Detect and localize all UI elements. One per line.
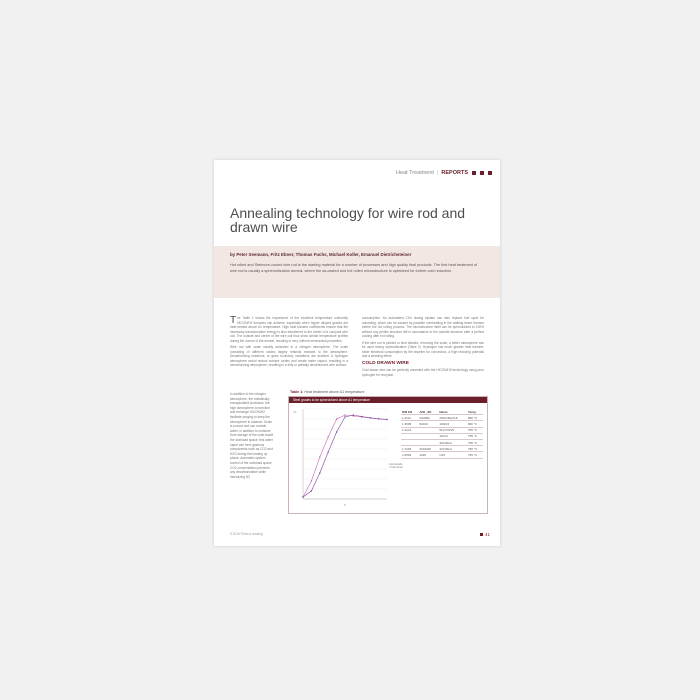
table-caption-label: Table 1: [290, 390, 304, 394]
square-icon [472, 171, 476, 175]
table-header-cell: Name [438, 409, 467, 415]
data-point [361, 416, 362, 417]
magazine-page [214, 160, 500, 546]
paragraph: consumption. An automated CH4 dosing system can also replace fuel sport for annealing, which can be caused by possible overheating in the walking beam furnace before the hot rolling process. The microstructure itself can be spheroidized to 100% without any perlitic structure left in accordance to the carbide structure after a perfect cooling after hot rolling. [362, 316, 484, 338]
table-cell: 755 °C [467, 433, 483, 439]
data-point [302, 496, 303, 497]
section-label: Heat Treatment [396, 170, 434, 176]
data-point [311, 490, 312, 491]
table-cell: 1.3505 [401, 421, 418, 427]
table-cell: 1.7225 [401, 446, 418, 452]
table-body [401, 415, 483, 458]
body-column-1 [230, 316, 348, 370]
table-cell: 52100 [418, 421, 438, 427]
table-caption [290, 390, 364, 394]
table-cell: X90CrMoV18 [438, 415, 467, 421]
drop-cap: T [230, 315, 237, 326]
square-icon [480, 171, 484, 175]
table-cell: 100Cr6 [438, 421, 467, 427]
page-number [480, 532, 490, 537]
header-separator: | [436, 170, 439, 176]
data-point [370, 417, 371, 418]
intro-band [214, 246, 500, 298]
article-title: Annealing technology for wire rod and drawn wire [230, 205, 466, 235]
table-cell: 16CrA [438, 433, 467, 439]
series-line [303, 415, 387, 497]
table-cell: 750 °C [467, 439, 483, 445]
chart-legend: Coil outside / Coil center [389, 463, 403, 470]
author-line: by Peter Seemann, Fritz Ebner, Thomas Fuchs, Michael Koller, Emanuel Dietrichsteiner [230, 252, 412, 257]
square-icon [480, 533, 483, 536]
data-point [344, 414, 345, 415]
data-point [344, 416, 345, 417]
table-cell: 765 °C [467, 427, 483, 433]
data-point [386, 419, 387, 420]
data-point [319, 472, 320, 473]
table-cell: 42CrMo4 [438, 446, 467, 452]
table-header-cell: Temp. [467, 409, 483, 415]
table-header-cell: DIN EN [401, 409, 418, 415]
page-number-text: 41 [484, 532, 490, 537]
temperature-chart [291, 405, 391, 509]
narrow-column: In addition to the nitrogen atmosphere, the metallically encapsulated workbase, the high atmosphere convection and recharge HICON/H2 facilitate purging to keep the atmosphere in balance. Scale is porous and can contain water, in addition to moisture from storage of the coils inside the workload space; this water vapor can form gaseous components such as CO2 and H2O during the heating up phase. Automatic system control of the workload space, CO2 concentration prevents any decarburization while minimizing N2 [230, 392, 274, 479]
data-point [328, 436, 329, 437]
table-cell: 51CrV4/V5 [438, 427, 467, 433]
subheading: COLD DRAWN WIRE [362, 360, 409, 366]
table-cell: SCM440 [418, 446, 438, 452]
data-point [378, 418, 379, 419]
steel-grades-table [401, 409, 483, 459]
y-axis-label: °C [293, 410, 297, 414]
table-cell: 1.4112 [401, 415, 418, 421]
paragraph: Cold drawn wire can be perfectly annealed with the HICON/H2 technology using pure hydrogen for recrystal- [362, 368, 484, 377]
table-cell: 1045 [418, 452, 438, 458]
paragraph: Wire rod with scale usually annealed in a nitrogen atmosphere. The scale consisting of different oxides largely restricts restraint to the atmosphere. Decarburizing reactions, or grain boundary oxidations are avoided. A hydrogen atmosphere would reduce surface oxides and create water vapour, resulting in a decarburizing atmosphere, resulting in a fully or partially decarburized wire surface. [230, 345, 348, 367]
table-row [401, 452, 483, 458]
table-cell: 800 °C [467, 421, 483, 427]
table-cell: 1.0503 [401, 452, 418, 458]
table-cell: 860 °C [467, 415, 483, 421]
table-cell: 1.2241 [401, 427, 418, 433]
table-header-cell: AISI_JIS [418, 409, 438, 415]
paragraph: he Table 1 shows the importance of the excellent temperature uniformity HICON/H2 furnaces can achieve, especially when higher alloyed grades are heat treated above A1 temperature. High heat transfer coefficients ensure that the necessary transformation energy is also transferred to the center of a compact wire coil. The outside and center of the wire coil thus show similar temperature profiles during the course of the anneal, resulting in very uniform mechanical properties. [230, 316, 348, 343]
series-line [303, 415, 387, 497]
data-point [336, 431, 337, 432]
table-cell: 760 °C [467, 446, 483, 452]
figure-title: Steel grades to be spheroidized above A1 temperature [289, 397, 487, 403]
data-point [311, 480, 312, 481]
abstract: Hot rolled and Stelmore-cooled wire rod is the starting material for a number of processes and high quality final products. The first heat treatment of wire rod is usually a spheroidization anneal, where the as-casted and hot rolled microstructure is optimized for further cold reduction. [230, 263, 478, 273]
data-point [328, 451, 329, 452]
paragraph: If the wire rod is pickled or shot blasted, removing the scale, a better atmosphere can be used during spheroidization (Table 2). Hydrogen has much greater heat transfer, lower electrical consumption by the impeller for convection, a high reducing potential and a cleaning effect. [362, 340, 484, 358]
data-point [336, 418, 337, 419]
table-cell: S44000 [418, 415, 438, 421]
category-label: REPORTS [441, 170, 468, 176]
data-point [353, 414, 354, 415]
table-cell: 745 °C [467, 452, 483, 458]
data-point [319, 456, 320, 457]
table-cell: 42CrMo4 [438, 439, 467, 445]
body-column-2 [362, 316, 484, 379]
square-icon [488, 171, 492, 175]
table-cell: C45 [438, 452, 467, 458]
table-caption-text: Heat treatment above A1 temperature [304, 390, 365, 394]
page-header [396, 170, 492, 176]
footer-text: 5 2016 Fixed a reading [230, 532, 263, 536]
x-axis-label: h [344, 503, 346, 507]
figure-box [288, 396, 488, 514]
